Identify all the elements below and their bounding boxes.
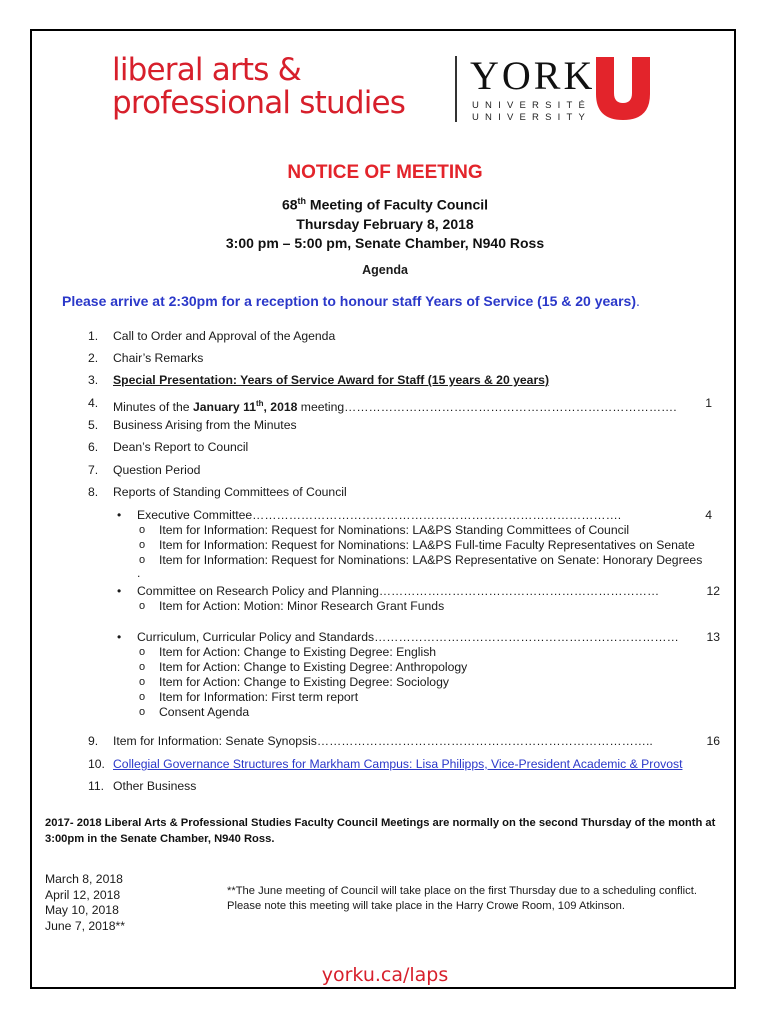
page-ref: 12 [706,584,720,598]
markham-governance-link[interactable]: Collegial Governance Structures for Markham Campus: Lisa Philipps, Vice-President Academic & Provost [113,757,683,771]
laps-logo-line1: liberal arts & [112,52,302,88]
agenda-heading: Agenda [362,263,408,277]
meeting-number-line: 68th Meeting of Faculty Council [281,196,489,213]
reception-note: Please arrive at 2:30pm for a reception to honour staff Years of Service (15 & 20 years). [62,293,640,309]
laps-logo-line2: professional studies [112,85,406,121]
meeting-date: April 12, 2018 [45,887,121,902]
meeting-date: June 7, 2018** [45,918,125,933]
meeting-schedule-note: 2017- 2018 Liberal Arts & Professional Studies Faculty Council Meetings are normally on the second Thursday of the month at 3:00pm in the Senate Chamber, N940 Ross. [45,817,716,845]
york-u-logo-icon [592,57,654,120]
york-universite-text: UNIVERSITÉ [472,100,592,111]
notice-title: NOTICE OF MEETING [287,162,483,183]
meeting-time-line: 3:00 pm – 5:00 pm, Senate Chamber, N940 Ross [225,235,545,251]
meeting-date: March 8, 2018 [45,872,123,886]
page-ref: 1 [705,396,712,410]
meeting-dates-list [45,872,125,934]
york-wordmark: YORK [470,53,596,98]
meeting-date: May 10, 2018 [45,903,119,917]
logo-divider [455,56,457,122]
page-ref: 13 [706,630,720,644]
june-meeting-note: **The June meeting of Council will take place on the first Thursday due to a scheduling conflict. Please note this meeting will take place in the Harry Crowe Room, 109 Atkinson. [227,885,697,912]
page-ref: 16 [706,734,720,748]
page-ref: 4 [705,508,712,522]
laps-logo [112,54,405,120]
meeting-date-line: Thursday February 8, 2018 [296,216,474,232]
york-university-text: UNIVERSITY [472,112,592,123]
laps-url-link[interactable]: yorku.ca/laps [321,964,449,986]
